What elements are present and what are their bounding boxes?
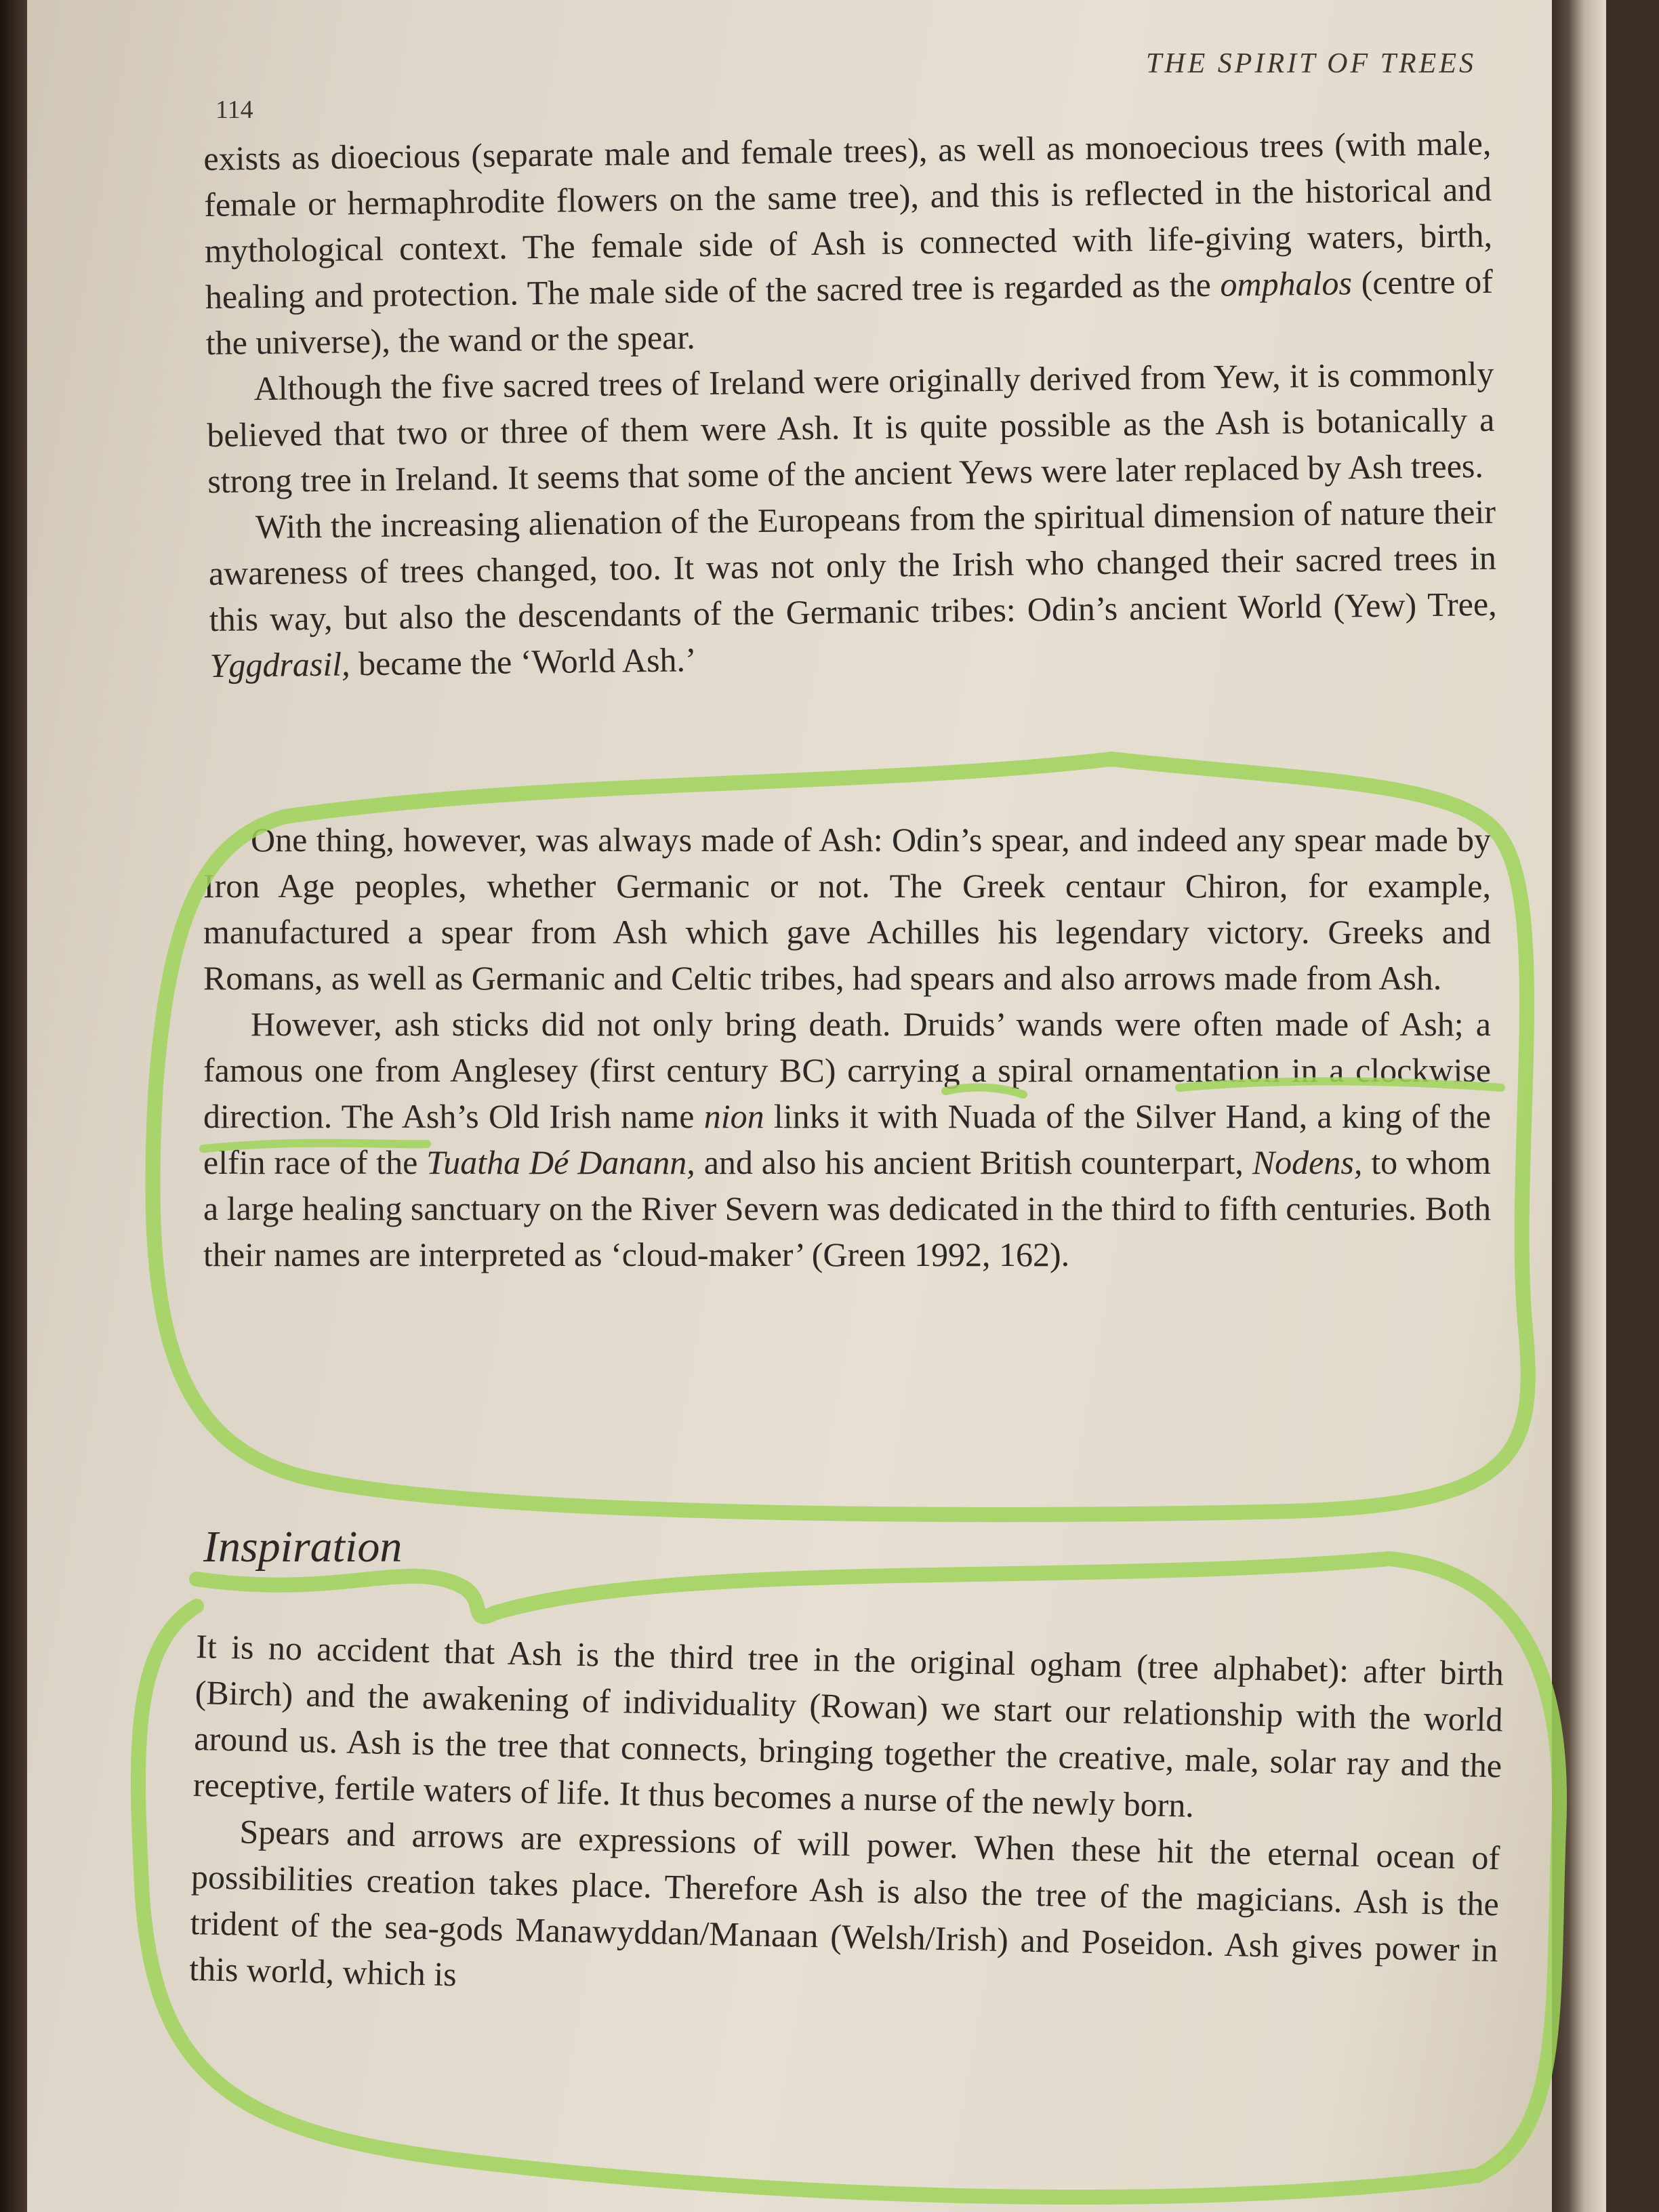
body-text: exists as dioecious (separate male and female trees), as well as monoecious trees (with male, female or hermaphrodite flowers on the same tree), and this is reflected in the historical and mythological context. The female side of Ash is connected with life-giving waters, birth, healing and protection. The male side of the sacred tree is regarded as the [203, 123, 1493, 316]
paragraph [203, 120, 1494, 366]
body-text: Spears and arrows are expressions of will power. When these hit the eternal ocean of possibilities creation takes place. Therefore Ash is also the tree of the magicians. Ash is the trident of the sea-gods Manawyddan/Manaan (Welsh/Irish) and Poseidon. Ash gives power in this world, which is [188, 1812, 1500, 1994]
italic-text: Yggdrasil, [209, 644, 350, 684]
paragraph [208, 489, 1498, 689]
text-section-1 [203, 120, 1498, 689]
body-text: It is no accident that Ash is the third tree in the original ogham (tree alphabet): after birth (Birch) and the awakening of individuality (Rowan) we start our relationship with the world around us. Ash is the tree that connects, bringing together the creative, male, solar ray and the receptive, fertile waters of life. It thus becomes a nurse of the newly born. [192, 1626, 1504, 1824]
running-head: THE SPIRIT OF TREES [1145, 48, 1476, 79]
body-text: Although the five sacred trees of Ireland were originally derived from Yew, it is commonly believed that two or three of them were Ash. It is quite possible as the Ash is botanically a strong tree in Ireland. It seems that some of the ancient Yews were later replaced by Ash trees. [207, 354, 1495, 500]
text-section-2 [203, 817, 1491, 1277]
body-text: (centre of the universe), the wand or the spear. [205, 262, 1494, 362]
text-section-3 [189, 1623, 1504, 2019]
paragraph [206, 350, 1495, 504]
body-text: and also his ancient British counterpart, [695, 1143, 1252, 1181]
body-text: However, ash sticks did not only bring death. Druids’ wands were often made of Ash; a famous one from Anglesey (first century [203, 1005, 1491, 1089]
italic-text: Tuatha Dé Danann, [426, 1143, 695, 1181]
section-heading: Inspiration [203, 1522, 403, 1572]
body-text: links it with Nuada of the Silver Hand, a king of the elfin race of the [203, 1097, 1491, 1181]
italic-text: Nodens, [1252, 1143, 1363, 1181]
body-text: With the increasing alienation of the Europeans from the spiritual dimension of nature their awareness of trees changed, too. It was not only the Irish who changed their sacred trees in this way, but also the descendants of the Germanic tribes: Odin’s ancient World (Yew) Tree, [208, 492, 1497, 638]
paragraph [203, 817, 1491, 1001]
paragraph [189, 1807, 1500, 2019]
body-text: to whom a large healing sanctuary on the River Severn was dedicated in the third to fifth centuries. Both their names are interpreted as ‘cloud-maker’ (Green 1992, 162). [203, 1143, 1491, 1273]
smallcaps-text: BC [779, 1051, 825, 1089]
body-text: One thing, however, was always made of Ash: Odin’s spear, and indeed any spear made by Iron Age peoples, whether Germanic or not. The Greek centaur Chiron, for example, manufactured a spear from Ash which gave Achilles his legendary victory. Greeks and Romans, as well as Germanic and Celtic tribes, had spears and also arrows made from Ash. [203, 821, 1491, 997]
page-edge [1552, 0, 1606, 2212]
page-number: 114 [216, 96, 253, 124]
paragraph [192, 1623, 1504, 1835]
body-text: ) carrying a spiral ornamentation in a clockwise direction. The Ash’s Old Irish name [203, 1051, 1491, 1135]
italic-text: omphalos [1220, 264, 1353, 304]
italic-text: nion [703, 1097, 764, 1135]
body-text: became the ‘World Ash.’ [350, 640, 697, 683]
paragraph [203, 1001, 1491, 1277]
